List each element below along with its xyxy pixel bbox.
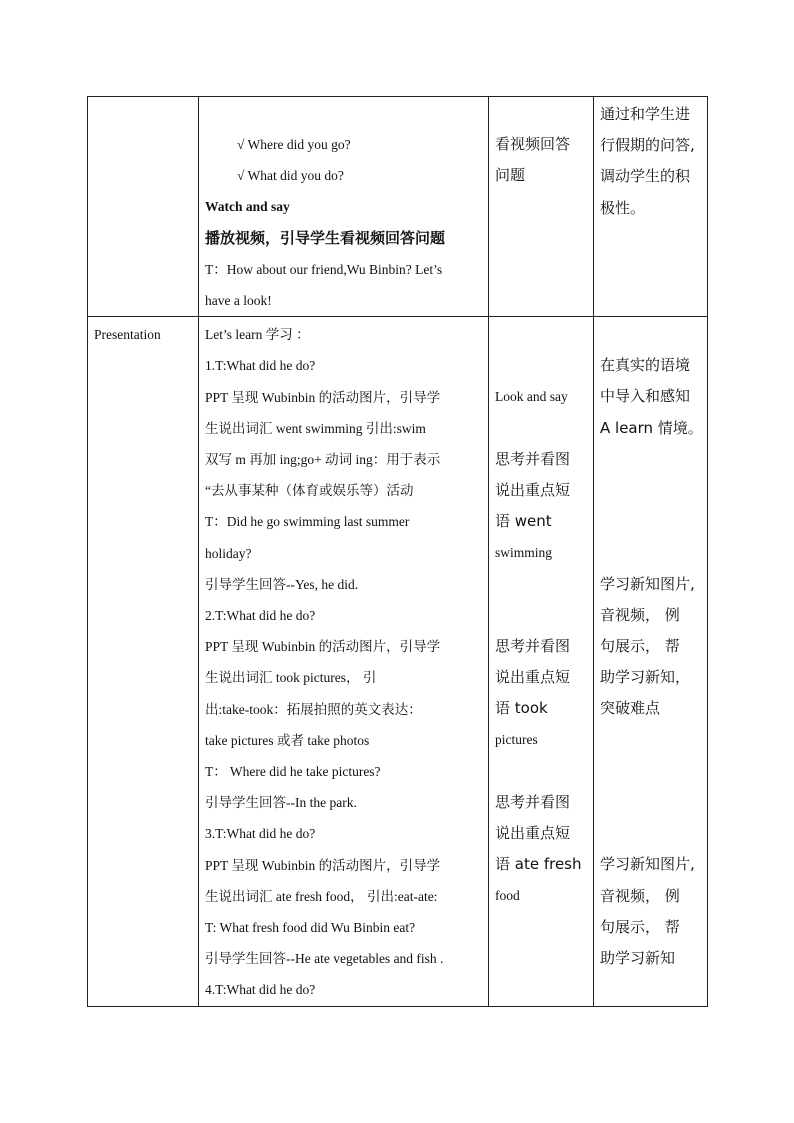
- purpose-line: 调动学生的积: [600, 167, 691, 186]
- purpose-line: 极性。: [600, 198, 646, 217]
- stage-cell: [88, 317, 199, 1006]
- activity-line: PPT 呈现 Wubinbin 的活动图片，引导学: [205, 389, 441, 405]
- purpose-line: 中导入和感知: [600, 387, 691, 406]
- lets-learn-heading: Let’s learn 学习 ：: [205, 327, 310, 343]
- purpose-line: 突破难点: [600, 699, 661, 718]
- purpose-line: 句展示， 帮: [600, 917, 680, 936]
- activity-line: T： Where did he take pictures?: [205, 764, 381, 780]
- activity-line: 双写 m 再加 ing;go+ 动词 ing：用于表示: [205, 452, 441, 468]
- purpose-line: 助学习新知，: [600, 668, 691, 687]
- purpose-cell: [594, 97, 708, 317]
- purpose-line: 行假期的问答,: [600, 136, 695, 155]
- student-activity-line: 思考并看图: [495, 792, 571, 811]
- activity-line: 2.T:What did he do?: [205, 608, 316, 624]
- activity-line: 引导学生回答--He ate vegetables and fish .: [205, 951, 444, 967]
- stage-cell: [88, 97, 199, 317]
- watch-and-say-heading: Watch and say: [205, 199, 290, 215]
- activity-line: 生说出词汇 ate fresh food， 引出:eat-ate:: [205, 888, 438, 904]
- student-activity-line: 语 took: [495, 699, 548, 718]
- purpose-cell: [594, 317, 708, 1006]
- student-activity-line: Look and say: [495, 389, 568, 405]
- student-activity-line: pictures: [495, 732, 538, 748]
- activity-line: 引导学生回答--Yes, he did.: [205, 576, 359, 592]
- activity-line: PPT 呈现 Wubinbin 的活动图片，引导学: [205, 857, 441, 873]
- student-activity-line: 说出重点短: [495, 824, 571, 842]
- question-what: √ What did you do?: [237, 168, 344, 184]
- student-activity-line: 说出重点短: [495, 480, 571, 499]
- purpose-line: 在真实的语境: [600, 356, 691, 375]
- activity-line: 引导学生回答--In the park.: [205, 795, 357, 811]
- purpose-line: 音视频， 例: [600, 605, 680, 624]
- purpose-line: 助学习新知: [600, 948, 676, 967]
- student-activity-line: food: [495, 888, 520, 904]
- activity-line: 3.T:What did he do?: [205, 826, 316, 842]
- student-activity-line: 说出重点短: [495, 668, 571, 686]
- video-instruction: 播放视频，引导学生看视频回答问题: [205, 228, 446, 247]
- activity-line: 1.T:What did he do?: [205, 358, 316, 374]
- teacher-activity-cell: [199, 97, 489, 317]
- activity-line: 生说出词汇 went swimming 引出:swim: [205, 420, 426, 436]
- student-activity-line: 思考并看图: [495, 636, 571, 655]
- activity-line: T: What fresh food did Wu Binbin eat?: [205, 920, 416, 936]
- purpose-line: 学习新知图片,: [600, 574, 695, 593]
- purpose-line: 音视频， 例: [600, 886, 680, 905]
- student-activity-cell: [489, 317, 594, 1006]
- lesson-plan-table: [87, 96, 708, 1007]
- student-activity-line: 问题: [495, 166, 526, 185]
- table-row: [88, 97, 708, 317]
- student-activity-cell: [489, 97, 594, 317]
- activity-line: 4.T:What did he do?: [205, 982, 316, 998]
- activity-line: 出:take-took：拓展拍照的英文表达：: [205, 701, 422, 717]
- purpose-line: 通过和学生进: [600, 105, 691, 123]
- table-row: [88, 317, 708, 1006]
- student-activity-line: 语 went: [495, 512, 552, 531]
- student-activity-line: 看视频回答: [495, 135, 571, 153]
- question-where: √ Where did you go?: [237, 137, 351, 152]
- teacher-prompt: T：How about our friend,Wu Binbin? Let’s: [205, 261, 443, 277]
- purpose-line: 学习新知图片,: [600, 855, 695, 874]
- student-activity-line: swimming: [495, 545, 553, 561]
- activity-line: take pictures 或者 take photos: [205, 732, 370, 748]
- teacher-prompt-cont: have a look!: [205, 293, 272, 309]
- activity-line: T：Did he go swimming last summer: [205, 514, 410, 530]
- purpose-line: A learn 情境。: [600, 418, 703, 437]
- activity-line: holiday?: [205, 545, 252, 561]
- teacher-activity-cell: [199, 317, 489, 1006]
- stage-label: Presentation: [94, 327, 161, 343]
- student-activity-line: 思考并看图: [495, 449, 571, 468]
- activity-line: PPT 呈现 Wubinbin 的活动图片，引导学: [205, 639, 441, 655]
- activity-line: 生说出词汇 took pictures， 引: [205, 670, 377, 686]
- student-activity-line: 语 ate fresh: [495, 855, 582, 874]
- purpose-line: 句展示， 帮: [600, 636, 680, 655]
- activity-line: “去从事某种（体育或娱乐等）活动: [205, 483, 414, 499]
